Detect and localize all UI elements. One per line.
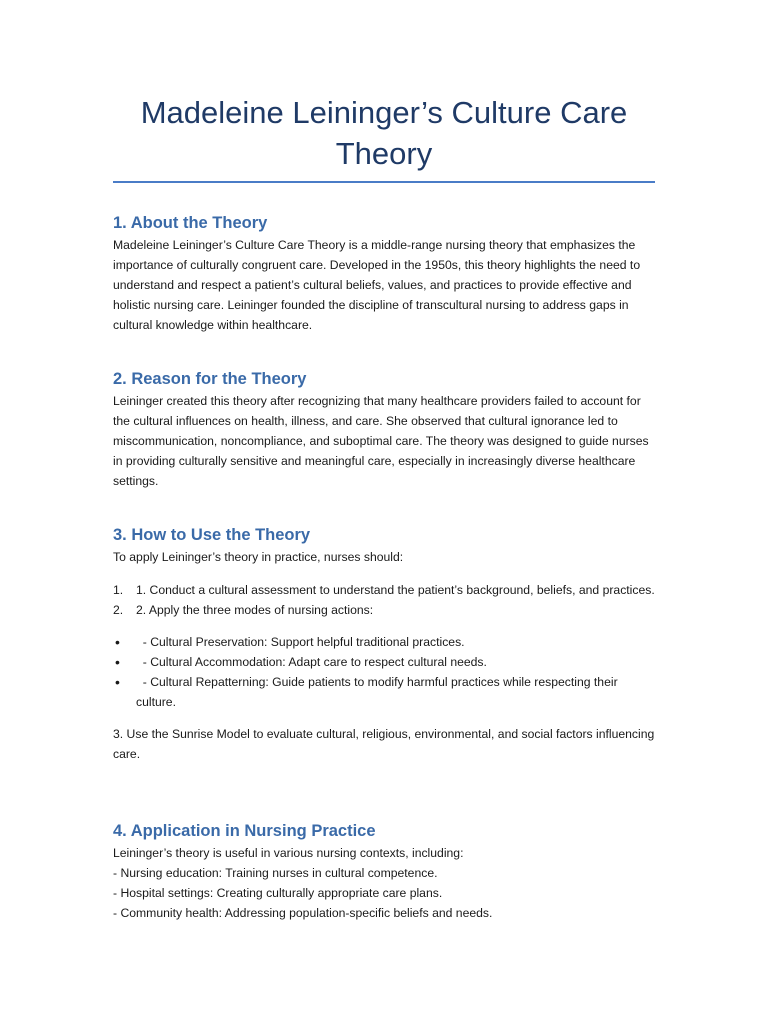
application-line: - Hospital settings: Creating culturally appropriate care plans.	[113, 886, 443, 900]
ordered-list	[113, 580, 655, 620]
section-application	[113, 821, 655, 923]
ordered-list-item	[113, 580, 655, 600]
document-page	[113, 92, 655, 920]
section-reason	[113, 369, 655, 491]
ordered-list-text: 2. Apply the three modes of nursing actions:	[136, 603, 374, 617]
bullet-list-item	[113, 672, 655, 712]
section-heading-reason: 2. Reason for the Theory	[113, 370, 307, 388]
bullet-list-text: - Cultural Repatterning: Guide patients to modify harmful practices while respecting their culture.	[136, 675, 618, 709]
bullet-list-item	[113, 652, 655, 672]
bullet-icon: •	[115, 654, 120, 670]
ordered-list-item	[113, 600, 655, 620]
bullet-list-item	[113, 632, 655, 652]
section-closing-how: 3. Use the Sunrise Model to evaluate cultural, religious, environmental, and social factors influencing care.	[113, 727, 655, 761]
ordered-list-number: 1.	[113, 583, 124, 597]
section-about	[113, 213, 655, 335]
section-body-reason: Leininger created this theory after recognizing that many healthcare providers failed to account for the cultural influences on health, illness, and care. She observed that cultural ignorance led to miscommunication, noncompliance, and suboptimal care. The theory was designed to guide nurses in providing culturally sensitive and meaningful care, especially in increasingly diverse healthcare settings.	[113, 394, 649, 488]
section-heading-application: 4. Application in Nursing Practice	[113, 822, 376, 840]
section-intro-how: To apply Leininger’s theory in practice, nurses should:	[113, 550, 404, 564]
section-heading-how: 3. How to Use the Theory	[113, 526, 311, 544]
application-line: - Nursing education: Training nurses in cultural competence.	[113, 866, 438, 880]
section-heading-about: 1. About the Theory	[113, 214, 268, 232]
bullet-icon: •	[115, 634, 120, 650]
section-body-about: Madeleine Leininger’s Culture Care Theory is a middle-range nursing theory that emphasizes the importance of culturally congruent care. Developed in the 1950s, this theory highlights the need to understand and respect a patient’s cultural beliefs, values, and practices to provide effective and holistic nursing care. Leininger founded the discipline of transcultural nursing to address gaps in cultural knowledge within healthcare.	[113, 238, 641, 332]
bullet-list-text: - Cultural Preservation: Support helpful traditional practices.	[136, 635, 465, 649]
bullet-icon: •	[115, 674, 120, 690]
bullet-list	[113, 632, 655, 712]
application-line: - Community health: Addressing population-specific beliefs and needs.	[113, 906, 493, 920]
bullet-list-text: - Cultural Accommodation: Adapt care to respect cultural needs.	[136, 655, 487, 669]
section-how	[113, 525, 655, 764]
ordered-list-number: 2.	[113, 603, 124, 617]
section-intro-application: Leininger’s theory is useful in various nursing contexts, including:	[113, 846, 464, 860]
ordered-list-text: 1. Conduct a cultural assessment to understand the patient’s background, beliefs, and practices.	[136, 583, 655, 597]
document-title: Madeleine Leininger’s Culture Care Theory	[113, 92, 655, 183]
